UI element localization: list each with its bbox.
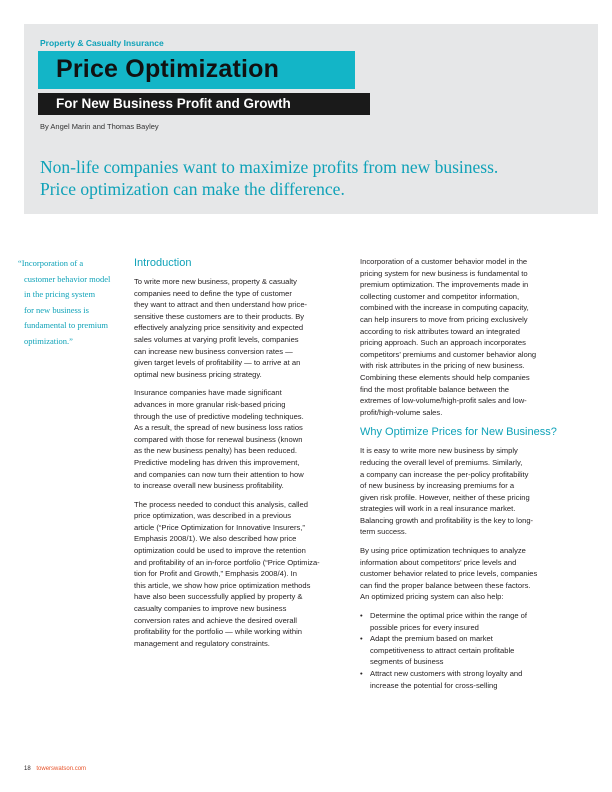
text-line: companies need to define the type of customer [134, 288, 292, 298]
text-line: reducing the overall level of premiums. Similarly, [360, 457, 523, 467]
pull-quote [18, 256, 118, 349]
byline: By Angel Marin and Thomas Bayley [40, 122, 159, 131]
dek-line: Price optimization can make the difference. [40, 179, 345, 199]
text-line: As a result, the spread of new business loss ratios [134, 423, 303, 433]
text-line: given target levels of profitability — to arrive at an [134, 358, 301, 368]
text-line: as the new business penalty) has been reduced. [134, 446, 297, 456]
text-line: and profitability of an in-force portfolio (“Price Optimiza- [134, 557, 320, 567]
text-line: Predictive modeling has driven this improvement, [134, 457, 300, 467]
text-line: customer behavior related to price levels, companies [360, 569, 538, 579]
text-line: The process needed to conduct this analysis, called [134, 499, 308, 509]
text-line: combined with the increase in computing capacity, [360, 303, 529, 313]
text-line: through the use of predictive modeling techniques. [134, 411, 304, 421]
text-line: can increase new business conversion rates — [134, 346, 293, 356]
text-line: effectively analyzing price sensitivity and expected [134, 323, 304, 333]
text-line: a company can increase the per-policy profitability [360, 469, 529, 479]
text-line: price optimization, was described in a previous [134, 511, 292, 521]
bullet-item [360, 668, 578, 691]
article-title: Price Optimization [56, 55, 280, 83]
text-line: term success. [360, 527, 407, 537]
text-line: information about competitors’ price levels and [360, 557, 517, 567]
text-line: to increase overall new business profitability. [134, 481, 284, 491]
text-line: Balancing growth and profitability is the key to long- [360, 515, 534, 525]
paragraph [360, 256, 578, 418]
text-line: according to risk attributes toward an integrated [360, 326, 520, 336]
bullet-item [360, 610, 578, 633]
text-line: Insurance companies have made significant [134, 388, 282, 398]
text-line: competitiveness to attract certain profitable [370, 645, 515, 655]
pull-quote-line: in the pricing system [24, 289, 96, 299]
text-line: they want to attract and then understand how price- [134, 300, 308, 310]
paragraph [360, 545, 578, 603]
text-line: Combining these elements should help companies [360, 372, 530, 382]
text-line: compared with those for renewal business (known [134, 434, 303, 444]
pull-quote-line: optimization.” [24, 335, 73, 346]
dek-line: Non-life companies want to maximize profits from new business. [40, 157, 499, 177]
text-line: article (“Price Optimization for Innovative Insurers,” [134, 522, 305, 532]
text-line: can help insurers to move from pricing exclusively [360, 314, 528, 324]
text-line: profit/high-volume sales. [360, 407, 443, 417]
text-line: sensitive these customers are to their products. By [134, 311, 305, 321]
text-line: To write more new business, property & casualty [134, 277, 297, 286]
text-line: segments of business [370, 657, 444, 667]
text-line: given risk profile. However, neither of these pricing [360, 492, 530, 502]
text-line: find the most profitable balance between the [360, 384, 510, 394]
text-line: sales volumes at varying profit levels, companies [134, 334, 299, 344]
text-line: increase the potential for cross-selling [370, 680, 498, 690]
text-line: can find the proper balance between these factors. [360, 580, 531, 590]
section-heading-why-optimize: Why Optimize Prices for New Business? [360, 426, 557, 439]
text-line: • Adapt the premium based on market [370, 634, 493, 644]
column-left [134, 256, 352, 656]
text-line: Incorporation of a customer behavior model in the [360, 257, 528, 266]
text-line: strategies will work in a real insurance market. [360, 504, 516, 514]
text-line: and companies can now turn their attention to how [134, 469, 304, 479]
page-number: 18 [24, 766, 31, 772]
pull-quote-line: customer behavior model [24, 273, 111, 284]
text-line: pricing system for new business is fundamental to [360, 268, 528, 278]
page-footer [24, 766, 86, 772]
text-line: Emphasis 2008/1). We also described how price [134, 534, 297, 544]
text-line: with risk attributes in the pricing of new business. [360, 361, 525, 371]
text-line: pricing approach. Such an approach incorporates [360, 338, 526, 348]
pull-quote-line: fundamental to premium [24, 320, 109, 330]
paragraph [134, 387, 352, 491]
text-line: optimal new business pricing strategy. [134, 369, 262, 379]
text-line: profitability for the portfolio — while working within [134, 627, 302, 637]
paragraph [134, 499, 352, 650]
column-right [360, 256, 578, 691]
section-heading-introduction: Introduction [134, 257, 192, 269]
footer-link[interactable]: towerswatson.com [36, 766, 87, 772]
text-line: • Determine the optimal price within the range of [370, 611, 528, 621]
paragraph [360, 445, 578, 538]
bullet-list [360, 610, 578, 691]
bullet-item [360, 633, 578, 668]
text-line: advances in more granular risk-based pricing [134, 399, 286, 409]
text-line: casualty companies to improve new business [134, 604, 287, 614]
text-line: It is easy to write more new business by simply [360, 446, 518, 456]
text-line: management and regulatory constraints. [134, 638, 270, 648]
pull-quote-line: for new business is [24, 304, 89, 315]
section-kicker: Property & Casualty Insurance [40, 38, 164, 48]
text-line: tion for Profit and Growth,” Emphasis 2008/4). In [134, 569, 297, 579]
article-subtitle: For New Business Profit and Growth [56, 96, 291, 111]
text-line: have also been successfully applied by property & [134, 592, 303, 602]
pull-quote-line: “Incorporation of a [18, 258, 84, 268]
text-line: optimization could be used to improve the retention [134, 546, 306, 556]
text-line: of new business by increasing premiums for a [360, 481, 515, 491]
paragraph [134, 276, 352, 380]
text-line: possible prices for every insured [370, 622, 479, 632]
text-line: premium optimization. The improvements made in [360, 280, 529, 290]
dek [40, 156, 520, 200]
text-line: extremes of low-volume/high-profit sales and low- [360, 396, 527, 406]
text-line: this article, we show how price optimization methods [134, 580, 311, 590]
text-line: By using price optimization techniques to analyze [360, 546, 526, 556]
text-line: collecting customer and competitor information, [360, 291, 520, 301]
text-line: An optimized pricing system can also help: [360, 592, 504, 602]
text-line: • Attract new customers with strong loyalty and [370, 669, 523, 678]
text-line: conversion rates and achieve the desired overall [134, 615, 297, 625]
text-line: competitors’ premiums and customer behavior along [360, 349, 537, 359]
